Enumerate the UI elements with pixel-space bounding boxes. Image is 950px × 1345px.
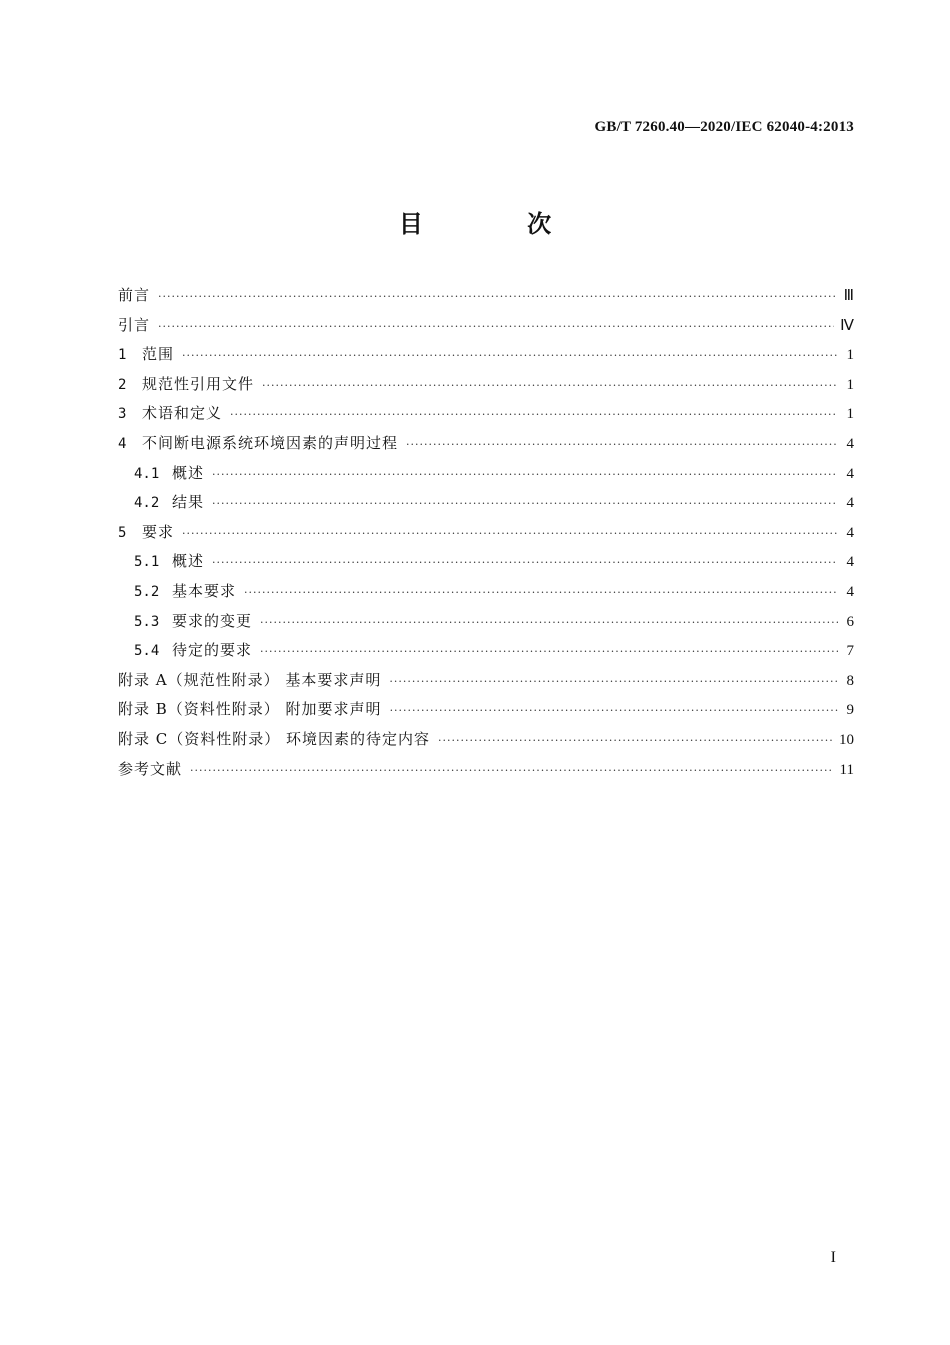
toc-entry-scope[interactable] <box>118 340 854 370</box>
toc-leader-dots <box>212 489 838 519</box>
toc-entry-requirements[interactable] <box>118 518 854 548</box>
toc-entry-page: 1 <box>846 347 854 364</box>
toc-title: 目 次 <box>398 209 600 238</box>
toc-entry-foreword[interactable] <box>118 281 854 311</box>
toc-entry-label: 规范性引用文件 <box>142 374 255 393</box>
toc-entry-label: 要求 <box>142 522 175 541</box>
toc-entry-page: 4 <box>846 435 854 452</box>
toc-entry-page: Ⅲ <box>843 288 854 304</box>
toc-entry-label: 引言 <box>118 315 151 334</box>
toc-leader-dots <box>158 312 834 342</box>
toc-leader-dots <box>262 371 838 401</box>
toc-entry-label: 附录 B（资料性附录） 附加要求声明 <box>118 700 382 719</box>
toc-entry-label: 基本要求 <box>172 581 237 600</box>
toc-entry-page: Ⅳ <box>840 317 854 334</box>
toc-entry-label: 附录 C（资料性附录） 环境因素的待定内容 <box>118 729 431 748</box>
toc-entry-label: 范围 <box>142 345 175 364</box>
toc-entry-5-1[interactable] <box>118 547 854 577</box>
toc-leader-dots <box>182 519 838 549</box>
toc-entry-label: 待定的要求 <box>172 641 253 660</box>
toc-entry-5-4[interactable] <box>118 636 854 666</box>
toc-leader-dots <box>244 578 838 608</box>
toc-entry-introduction[interactable] <box>118 311 854 341</box>
toc-leader-dots <box>190 756 834 786</box>
toc-entry-number: 5.1 <box>134 554 160 571</box>
toc-entry-bibliography[interactable] <box>118 755 854 785</box>
toc-entry-page: 8 <box>846 672 854 689</box>
toc-entry-5-2[interactable] <box>118 577 854 607</box>
toc-entry-label: 要求的变更 <box>172 611 253 630</box>
toc-entry-number: 4 <box>118 435 127 452</box>
toc-entry-page: 4 <box>846 524 854 541</box>
toc-entry-annex-b[interactable] <box>118 695 854 725</box>
toc-entry-number: 4.2 <box>134 495 160 512</box>
toc-entry-number: 4.1 <box>134 465 160 482</box>
toc-entry-label: 术语和定义 <box>142 404 223 423</box>
toc-entry-page: 4 <box>846 554 854 571</box>
toc-entry-label: 概述 <box>172 552 205 571</box>
toc-entry-declaration-process[interactable] <box>118 429 854 459</box>
toc-entry-normative-references[interactable] <box>118 370 854 400</box>
toc-entry-page: 11 <box>839 761 854 778</box>
toc-entry-label: 附录 A（规范性附录） 基本要求声明 <box>118 670 382 689</box>
toc-entry-page: 9 <box>846 702 854 719</box>
toc-entry-annex-c[interactable] <box>118 725 854 755</box>
toc-leader-dots <box>390 696 838 726</box>
toc-entry-page: 10 <box>839 731 854 748</box>
toc-entry-page: 1 <box>846 376 854 393</box>
toc-entry-number: 5.3 <box>134 613 160 630</box>
toc-leader-dots <box>158 282 838 312</box>
toc-entry-label: 前言 <box>118 286 151 304</box>
toc-entry-page: 1 <box>846 406 854 423</box>
toc-entry-number: 3 <box>118 406 127 423</box>
toc-entry-label: 概述 <box>172 463 205 482</box>
toc-entry-number: 5 <box>118 524 127 541</box>
toc-entry-number: 2 <box>118 376 127 393</box>
toc-entry-number: 1 <box>118 347 127 364</box>
toc-entry-4-1[interactable] <box>118 459 854 489</box>
toc-entry-label: 参考文献 <box>118 759 183 778</box>
toc-entry-number: 5.4 <box>134 643 160 660</box>
toc-leader-dots <box>212 460 838 490</box>
toc-entry-terms-definitions[interactable] <box>118 399 854 429</box>
toc-leader-dots <box>438 726 833 756</box>
toc-entry-page: 6 <box>846 613 854 630</box>
toc-entry-page: 4 <box>846 495 854 512</box>
toc-entry-page: 4 <box>846 465 854 482</box>
standard-code: GB/T 7260.40—2020/IEC 62040-4:2013 <box>594 119 854 135</box>
toc-leader-dots <box>182 341 838 371</box>
toc-leader-dots <box>260 608 838 638</box>
toc-entry-annex-a[interactable] <box>118 666 854 696</box>
toc-entry-page: 4 <box>846 583 854 600</box>
toc-leader-dots <box>406 430 838 460</box>
toc-entry-page: 7 <box>846 643 854 660</box>
toc-entry-5-3[interactable] <box>118 607 854 637</box>
toc-leader-dots <box>389 667 838 697</box>
toc-entry-number: 5.2 <box>134 583 160 600</box>
table-of-contents <box>118 281 854 784</box>
toc-leader-dots <box>260 637 838 667</box>
page-number: I <box>830 1249 836 1266</box>
toc-entry-4-2[interactable] <box>118 488 854 518</box>
toc-entry-label: 不间断电源系统环境因素的声明过程 <box>142 433 399 452</box>
toc-leader-dots <box>212 548 838 578</box>
toc-entry-label: 结果 <box>172 493 205 512</box>
toc-leader-dots <box>230 400 838 430</box>
